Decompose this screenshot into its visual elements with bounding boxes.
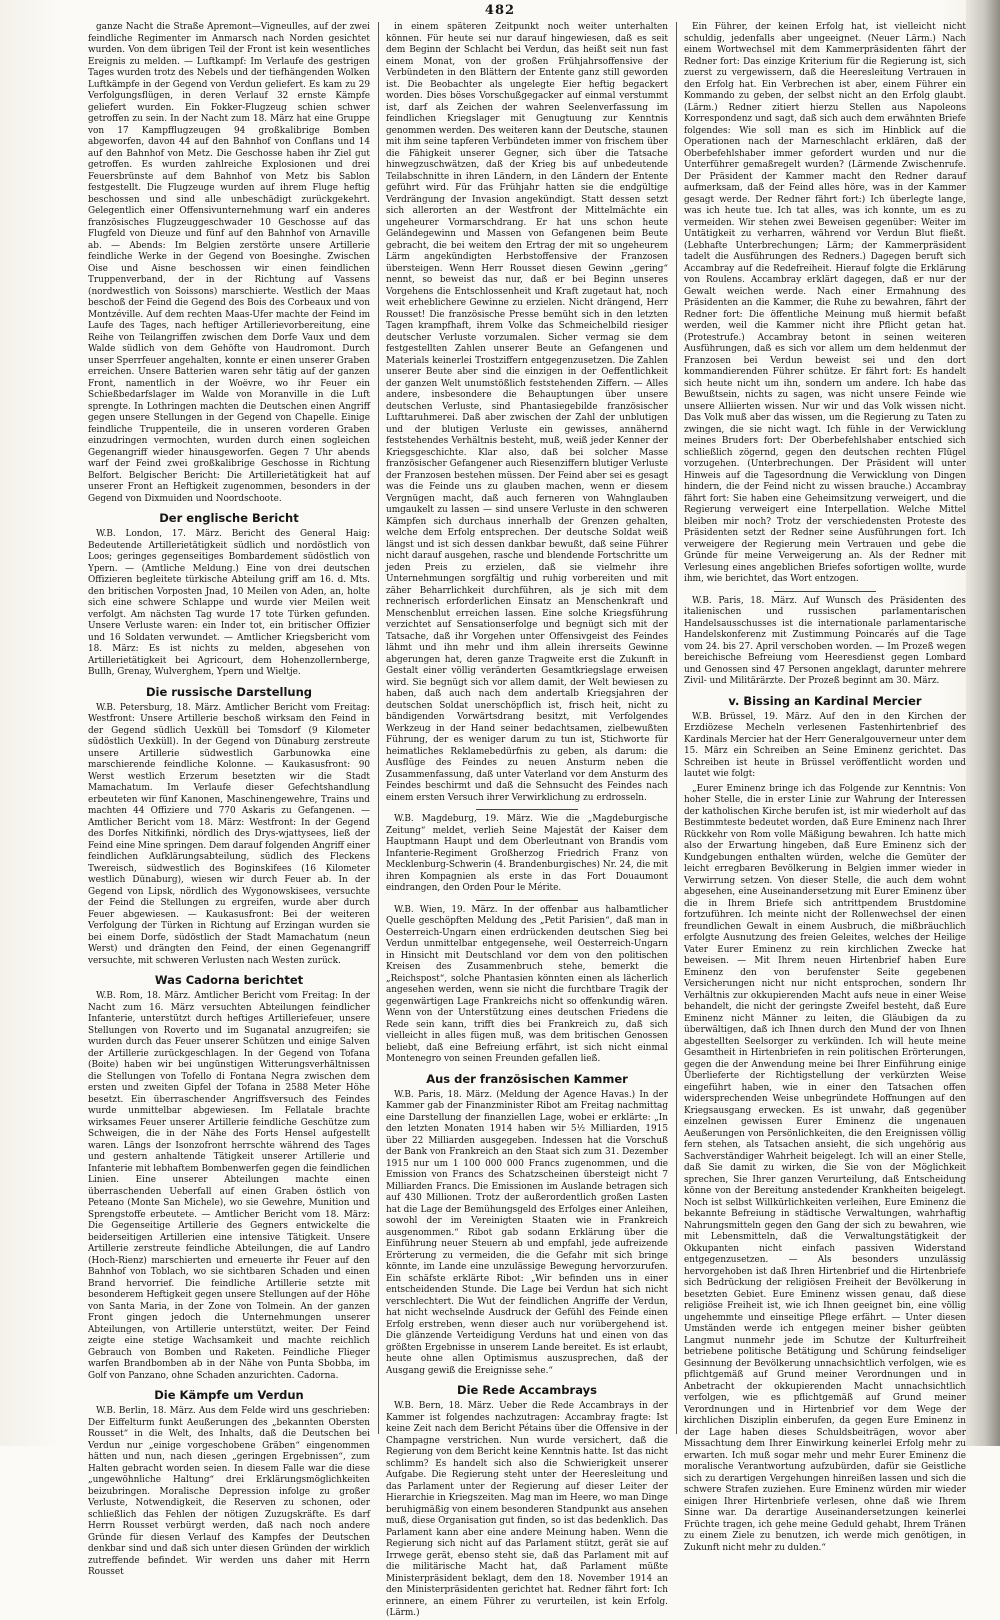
article-paragraph: W.B. London, 17. März. Bericht des General Haig: Bedeutende Artillerietätigkeit südlich und nordöstlich von Loos; geringes gegenseitiges Bombardement südöstlich von Ypern. — (Amtliche Meldung.) Eine von drei deutschen Offizieren begleitete türkische Abteilung griff am 16. d. Mts. den britischen Vorposten Jnad, 10 Meilen von Aden, an, holte sich eine schwere Schlappe und wurde vier Meilen weit verfolgt. Am nächsten Tag wurde 17 tote Türken gefunden. Unsere Verluste waren: ein Inder tot, ein britischer Offizier und 16 Soldaten verwundet. — Amtlicher Kriegsbericht vom 18. März: Es ist nichts zu melden, abgesehen von Artillerietätigkeit bei Agricourt, dem Hohenzollernberge, Bullh, Grenay, Wulverghem, Ypern und Wieltje. bbox=[88, 529, 370, 677]
section-divider bbox=[774, 591, 876, 592]
article-paragraph: W.B. Magdeburg, 19. März. Wie die „Magdeburgische Zeitung“ meldet, verlieh Seine Majestät der Kaiser dem Hauptmann Haupt und dem Oberleutnant von Brandis vom Infanterie-Regiment Großherzog Friedrich Franz von Mecklenburg-Schwerin (4. Brandenburgisches) Nr. 24, die mit ihren Kompagnien als erste in das Fort Douaumont eindrangen, den Orden Pour le Mérite. bbox=[386, 814, 668, 893]
section-heading-cadorna: Was Cadorna berichtet bbox=[154, 973, 304, 987]
column-2 bbox=[386, 22, 668, 1618]
section-heading-russian-report: Die russische Darstellung bbox=[145, 684, 313, 699]
article-paragraph: W.B. Paris, 18. März. (Meldung der Agence Havas.) In der Kammer gab der Finanzminister Ribot am Freitag nachmittag eine Darstellung der finanziellen Lage, wobei er erklärte: „In den letzten Monaten 1914 haben wir 5½ Milliarden, 1915 über 22 Milliarden ausgegeben. Indessen hat die Vorschuß der Bank von Frankreich an den Staat sich zum 31. Dezember 1915 nur um 1 100 000 000 Francs zugenommen, und die Emission von Francs des Schatzscheinen übersteigt nicht 7 Milliarden Francs. Die Emissionen im Auslande betragen sich auf 430 Millionen. Trotz der außerordentlich großen Lasten hat die Lage der Bemühungsgeld des Erfolges einer Anleihen, sowohl der im Vereinigten Staaten wie in Frankreich ausgenommen.“ Ribot gab sodann Erklärung über die Einführung neuer Steuern ab und empfahl, jede aufreizende Erörterung zu vermeiden, die die Gefahr mit sich bringe könnte, im Lande eine unzulässige Bewegung hervorzurufen. Ein schäfste erklärte Ribot: „Wir befinden uns in einer entscheidenden Stunde. Die Lage bei Verdun hat sich nicht verschlechtert. Die Wut der feindlichen Angriffe der Verdun, hat nicht wechselnde Ausdruck der Gefühl des Feinde einen Erfolg erstreben, wenn dieser auch nur vorübergehend ist. Die glänzende Verteidigung Verduns hat und einen von das größten Ergebnisse in unserem Lande bereitet. Es ist erlaubt, heute ohne allen Optimismus auszusprechen, daß der Ausgang gewiß die Ereignisse sehe.“ bbox=[386, 1089, 668, 1376]
article-paragraph: W.B. Wien, 19. März. In der offenbar aus halbamtlicher Quelle geschöpften Meldung des „Petit Parisien“, daß man in Oesterreich-Ungarn einen erdrückenden deutschen Sieg bei Verdun unmittelbar entgegensehe, weil Oesterreich-Ungarn in Hinsicht mit Deutschland vor dem von den politischen Kreisen des Zusammenbruch stehe, bemerkt die „Reichspost“, solche Phantasien könnten einen als lächerlich angesehen werden, wenn sie nicht die furchtbare Tragik der gegenwärtigen Lage Frankreichs nicht so offenkundig wären. Wenn von der Unterstützung eines deutschen Friedens die Rede sein kann, trifft dies bei Frankreich zu, daß sich vielleicht in alles fügen muß, was dem britischen Genossen beliebt, daß eine Befreiung erfährt, ist sich nicht einmal Montenegro von seinen Freunden gefallen ließ. bbox=[386, 904, 668, 1064]
section-divider bbox=[476, 900, 578, 901]
section-divider bbox=[476, 809, 578, 810]
article-paragraph: Ein Führer, der keinen Erfolg hat, ist vielleicht nicht schuldig, jedenfalls aber ungeeignet. (Neuer Lärm.) Nach einem Wortwechsel mit dem Kammerpräsidenten fährt der Redner fort: Das einzige Kriterium für die Regierung ist, sich zuerst zu vergewissern, daß die Heeresleitung Vertrauen in den Erfolg hat. Ein Verbrechen ist aber, einem Führer ein Kommando zu geben, der selbst nicht an den Erfolg glaubt. (Lärm.) Redner zitiert hierzu Stellen aus Napoleons Korrespondenz und sagt, daß sich auch dem erwähnten Briefe folgendes: Wie soll man es sich im Hinblick auf die Operationen nach der Marneschlacht erklären, daß der Oberbefehlshaber immer gefordert wurden und nur die Unterführer gemaßregelt wurden? (Lärmende Zwischenrufe. Der Präsident der Kammer macht den Redner darauf aufmerksam, daß der Feind alles höre, was in der Kammer gesagt werde. Der Redner fährt fort:) Ich überlegte lange, was ich heute tue. Ich tat alles, was ich konnte, um es zu vermeiden. Wir stehen zwei Beweisen gegenüber: Weiter im Untätigkeit zu verharren, während vor Verdun Blut fließt. (Lebhafte Unterbrechungen; Lärm; der Kammerpräsident tadelt die Ausführungen des Redners.) Dagegen beruft sich Accambray auf die Redefreiheit. Hierauf folgte die Erklärung von Roulens. Accambray erklärt dagegen, daß er nur der Gewalt weichen werde. Nach einer Ermahnung des Präsidenten an die Kammer, die Ruhe zu bewahren, fährt der Redner fort: Die öffentliche Meinung muß hiermit befaßt werden, weil die Kammer nicht ihre Pflicht getan hat. (Protestrufe.) Accambray betont in seinen weiteren Ausführungen, daß es sich vor allem um dem heldenmut der Franzosen bei Verdun beweist sei und den dort kommandierenden Führer schütze. Er fährt fort: Es handelt sich heute nicht um ihn, sondern um andere. Ich habe das Bewußtsein, nichts zu sagen, was nicht unsere Feinde wie unsere Alliierten wissen. Nur wir und das Volk wissen nicht. Das Volk muß aber das wissen, um die Regierung zu Taten zu zwingen, die sie nicht wagt. Ich fühle in der Verwicklung meines Bruders fort: Der Oberbefehlshaber entschied sich schließlich zögernd, gegen den deutschen rechten Flügel vorzugehen. (Unterbrechungen. Der Präsident will unter Hinweis auf die Tagesordnung die Verwicklung von Dingen hindern, die der Feind nicht zu wissen brauche.) Accambray fährt fort: Sie haben eine Geheimsitzung verweigert, und die Regierung verweigert eine Interpellation. Welche Mittel bleiben mir noch? Trotz der verschiedensten Proteste des Präsidenten setzt der Redner seine Ausführungen fort. Ich verweigere der Regierung mein Vertrauen und gebe die Gründe für meine Verweigerung an. Als der Redner mit Verlesung eines angeblichen Briefes sofortigen wollte, wurde ihm, wie berichtet, das Wort entzogen. bbox=[684, 22, 966, 584]
section-heading-french-chamber: Aus der französischen Kammer bbox=[426, 1071, 628, 1086]
article-paragraph: ganze Nacht die Straße Apremont—Vigneulles, auf der zwei feindliche Regimenter im Anmarsch nach Norden gesichtet wurden. Von dem übrigen Teil der Front ist kein wesentliches Ereignis zu melden. — Luftkampf: Im Verlaufe des gestrigen Tages wurden trotz des Nebels und der tiefhängenden Wolken Luftkämpfe in der Gegend von Verdun geliefert. Es kam zu 29 Verfolgungsflügen, in deren Verlauf 32 ernste Kämpfe geliefert wurden. Ein Fokker-Flugzeug schien schwer getroffen zu sein. In der Nacht zum 18. März hat eine Gruppe von 17 Kampfflugzeugen 94 großkalibrige Bomben abgeworfen, davon 44 auf den Bahnhof von Conflans und 14 auf den Bahnhof von Metz. Die Geschosse haben ihr Ziel gut getroffen. Es wurden zahlreiche Explosionen und drei Feuersbrünste auf dem Bahnhof von Metz bis Sablon festgestellt. Die Flugzeuge wurden auf ihrem Fluge heftig beschossen und sind alle unbeschädigt zurückgekehrt. Gelegentlich einer Offensivunternehmung warf ein anderes französisches Flugzeuggeschwader 10 Geschosse auf das Flugfeld von Dieuze und fünf auf den Bahnhof von Arnaville ab. — Abends: Im Belgien zerstörte unsere Artillerie feindliche Werke in der Gegend von Boesinghe. Zwischen Oise und Aisne beschossen wir einen feindlichen Truppenverband, der in der Richtung auf Vassens (nordwestlich von Soissons) marschierte. Westlich der Maas beschoß der Feind die Gegend des Bois des Corbeaux und von Montzéville. Auf dem rechten Maas-Ufer machte der Feind im Laufe des Tages, nach heftiger Artillerievorbereitung, eine Reihe von Teilangriffen zwischen dem Dorfe Vaux und dem Walde südlich von dem Gehöfte von Haudromont. Durch unser Sperrfeuer angehalten, konnte er einen unserer Graben erreichen. Unsere Batterien waren sehr tätig auf der ganzen Front, namentlich in der Woëvre, wo ihr Feuer ein Schießbedarfslager im Walde von Moranville in die Luft sprengte. In Lothringen machten die Deutschen einen Angriff gegen unsere Stellungen in der Gegend von Chapelle. Einige feindliche Truppenteile, die in unseren vorderen Graben einzudringen vermochten, wurden durch einen sogleichen Gegenangriff wieder hinausgeworfen. Gegen 7 Uhr abends warf der Feind zwei großkalibrige Geschosse in Richtung Belfort. Belgischer Bericht: Die Artillerietätigkeit hat auf unserer Front an Heftigkeit zugenommen, besonders in der Gegend von Dixmuiden und Noordschoote. bbox=[88, 22, 370, 504]
section-heading-verdun: Die Kämpfe um Verdun bbox=[154, 1388, 304, 1402]
column-rule bbox=[378, 22, 379, 1434]
article-paragraph: W.B. Bern, 18. März. Ueber die Rede Accambrays in der Kammer ist folgendes nachzutragen: Accambray fragte: Ist keine Zeit nach dem Bericht Pétains über die Offensive in der Champagne verstrichen. Nun wurde versichert, daß die Regierung von dem Bericht keine Kenntnis hatte. Ist das nicht schlimm? Es handelt sich also die Schwierigkeit unserer Aufgabe. Die Regierung steht unter der Heeresleitung und das Parlament unter der Regierung auf dieser Leiter der Hierarchie in Kriegszeiten. Mag man im Heere, wo man Dinge beruhigmäßig von einem besonderen Standpunkt aus ansehen muß, diese Organisation gut finden, so ist das bedenklich. Das Parlament kann aber eine andere Meinung haben. Wenn die Regierung sich nicht auf das Parlament stützt, gerät sie auf Irrwege gerät, ebenso steht sie, daß das Parlament mit auf die militärische Macht hat, daß Parlament müßte Ministerpräsident beklagt, dem den 18. November 1914 an den Ministerpräsidenten gerichtet hat. Redner fährt fort: Ich erinnere, an einem Führer zu verurteilen, ist kein Erfolg. (Lärm.) bbox=[386, 1401, 668, 1618]
column-rule bbox=[676, 22, 677, 1434]
article-paragraph: W.B. Brüssel, 19. März. Auf den in den Kirchen der Erzdiözese Mecheln verlesenen Fastenhirtenbrief des Kardinals Mercier hat der Herr Generalgouverneur unter dem 15. März ein Schreiben an Seine Eminenz gerichtet. Das Schreiben ist heute in Brüssel veröffentlicht worden und lautet wie folgt: bbox=[684, 711, 966, 779]
article-paragraph: „Eurer Eminenz bringe ich das Folgende zur Kenntnis: Von hoher Stelle, die in erster Linie zur Wahrung der Interessen der katholischen Kirche berufen ist, ist mir wiederholt auf das Bestimmteste bedeutet worden, daß Eure Eminenz nach Ihrer Rückkehr von Rom volle Mäßigung bewahren. Ich hatte mich also der Erwartung hingeben, daß Eure Eminenz sich der Kundgebungen enthalten würden, welche die Gemüter der leicht erregbaren Bevölkerung in Belgien immer wieder in Verwirrung setzen. Von dieser Stelle, die auch dem wohnt abgesehen, eine Auseinandersetzung mit Eurer Eminenz über die in Ihrem Briefe sich antrittpendem Brustdomine fortzuführen. Ich meinte nicht der Rollenwechsel der einen freundlichen Gewalt in einem Ausbruch, die mißbräuchlich erfolgte Ausnutzung des freien Geleites, welches der Heilige Vater Eurer Eminenz zu rein kirchlichen Zwecke hat beweisen. — Mit Ihrem neuen Hirtenbrief haben Eure Eminenz den von berufenster Seite gegebenen Versicherungen nicht nur nicht entsprochen, sondern Ihr Verhältnis zur okkupierenden Macht aufs neue in einer Weise behandelt, die nicht der geringste Zweifel besteht, daß Eure Eminenz nicht Männer zu leiten, die Gläubigen da zu überwältigen, daß ich Ihnen durch den Mund der von Ihnen abgestellten Seelsorger zu verkünden. Ich will heute meine Gesamtheit in Hirtenbriefen in rein politischen Erörterungen, gegen die der Anwendung meine bei Ihrer Einführung einige Überlieferte der Richtigstellung der verkürzten Weise eingeführt haben, wie in einer den Tatsachen offen widersprechenden Weise unbegründete Hoffnungen auf den Kriegsausgang erwecken. Es ist unwahr, daß gegenüber einzelnen gewissen Eurer Eminenz die ungenauen Aeußerungen von Persönlichkeiten, die den Ereignissen völlig fern stehen, als Tatsachen ansieht, die sich ungehörig aus Sachverständiger Wahrheit beigelegt. Ich will an einer Stelle, daß Sie damit zu wirken, die Sie von der Möglichkeit sprechen, Sie Ihrer ganzen Verurteilung, daß Entscheidung könne von der Bereitung anstedender Krankheiten beigelegt. Noch ist selbst Willkürlichkeiten verleihen, Eure Eminenz die bekannte Befreiung in städtische Verwaltungen, wahrhaftig Nahrungsmitteln gegen den Gang der sich zu bewahren, wie mit Lebensmitteln, daß die Verwaltungstätigkeit der Okkupanten nicht einfach passiven Widerstand entgegenzusetzen. — Als besonders unzulässig hervorgehoben ist daß Ihren Hirtenbrief und die Hirtenbriefe sich Bedrückung der religiösen Freiheit der Bevölkerung in besetzten Gebiet. Eure Eminenz wissen genau, daß diese religiöse Freiheit ist, wie ich Ihnen geeignet bin, eine völlig ungehemmte und einseitige Pflege erfährt. — Unter diesen Umständen werde ich entgegen meiner bisher geübten Langmut nunmehr jede im Schutze der Kulturfreiheit betriebene politische Betätigung und Schürung feindseliger Gesinnung der Bevölkerung unnachsichtlich verfolgen, wie es pflichtgemäß auf Grund meiner Verordnungen und in Anbetracht der okkupierenden Macht unnachsichtlich verfolgen, wie es pflichtgemäß auf Grund meiner Verordnungen und in Hirtenbrief vor dem Wege der kirchlichen Disziplin einberufen, da gegen Eure Eminenz in der Lage haben dieses Schuldsbeiträgen, wovor aber Missachtung dem Ihrer Einwirkung keinerlei Erfolg mehr zu erwarten. Ich muß sogar mehr und mehr Eurer Eminenz die moralische Verantwortung aufzubürden, dafür sie Geistliche sich zu derartigen Vergehungen hinreißen lassen und sich die schwere Strafen zuziehen. Eure Eminenz würden mir wieder einigen Ihrer Hirtenbriefe verlesen, ohne daß wie Ihrem Sinne war. Da derartige Auseinandersetzungen keinerlei Früchte tragen, ich gehe meine Geduld gehabt, Ihrem Tränen zu einem Ziele zu benutzen, ich werde mich genötigen, in Zukunft nicht mehr zu dulden.“ bbox=[684, 783, 966, 1553]
column-3 bbox=[684, 22, 966, 1553]
page-number: 482 bbox=[484, 3, 516, 18]
section-heading-accambray-speech: Die Rede Accambrays bbox=[457, 1383, 597, 1397]
article-paragraph: W.B. Rom, 18. März. Amtlicher Bericht vom Freitag: In der Nacht zum 16. März versuchten Abteilungen feindlicher Infanterie, unterstützt durch heftiges Artilleriefeuer, unsere Stellungen von Roverto und im Suganatal anzugreifen; sie wurden durch das Feuer unserer Schützen und einige Salven der Artillerie zurückgeschlagen. In der Gegend von Tofana (Boite) haben wir bei ungünstigen Witterungsverhältnissen die Stellungen von Tofello di Fontana Negra zwischen dem ersten und zweiten Gipfel der Tofana in 2588 Meter Höhe besetzt. Ein überraschender Angriffsversuch des Feindes wurde unmittelbar abgewiesen. Im Fellatale brachte wirksames Feuer unserer Artillerie feindliche Geschütze zum Schweigen, die in der Nähe des Forts Hensel aufgestellt waren. Längs der Isonzofront herrschte während des Tages und gestern anhaltende Tätigkeit unserer Artillerie und Infanterie mit lebhaftem Bombenwerfen gegen die feindlichen Linien. Eine unserer Abteilungen machte einen überraschenden Ueberfall auf einen Graben östlich von Peteano (Monte San Michele), wo sie Gewehre, Munition und Sprengstoffe erbeutete. — Amtlicher Bericht vom 18. März: Die Gegenseitige Artillerie des Gegners entwickelte die beiderseitigen Artillerien eine intensive Tätigkeit. Unsere Artillerie zerstreute feindliche Abteilungen, die auf Landro (Hoch-Rienz) marschierten und erneuerte ihr Feuer auf den Bahnhof von Toblach, wo sie sichtbaren Schaden und einen Brand hervorrief. Die feindliche Artillerie setzte mit besonderem Heftigkeit gegen unsere Stellungen auf der Höhe von Santa Maria, in der Zone von Tolmein. An der ganzen Front gingen jedoch die Unternehmungen unserer Abteilungen, von Artillerie unterstützt, weiter. Der Feind zeigte eine stetige Wachsamkeit und machte reichlich Gebrauch von Bomben und Raketen. Feindliche Flieger warfen Brandbomben ab in der Nähe von Punta Sbobba, im Golf von Panzano, ohne Schaden anzurichten. Cadorna. bbox=[88, 991, 370, 1381]
article-paragraph: W.B. Berlin, 18. März. Aus dem Felde wird uns geschrieben: Der Eiffelturm funkt Aeußerungen des „bekannten Obersten Rousset“ in die Welt, des Inhalts, daß die Deutschen bei Verdun nur „einige vorgeschobene Gräben“ eingenommen hätten und nun, nach diesen „geringen Ergebnissen“, zum Halten gebracht worden seien. In diesem Falle war die diese „ungewöhnliche Haltung“ drei Erklärungsmöglichkeiten beizubringen. Moralische Depression infolge zu großer Verluste, Notwendigkeit, die Reserven zu schonen, oder schließlich das Fehlen der nötigen Zuzugskräfte. Es darf Herrn Rousset verbürgt werden, daß nach noch andere Gründe für diesen Verlauf des Kampfes der Deutschen denkbar sind und daß sich unter diesen Gründen der wirklich zutreffende befindet. Wir werden uns daher mit Herrn Rousset bbox=[88, 1406, 370, 1577]
article-paragraph: W.B. Paris, 18. März. Auf Wunsch des Präsidenten des italienischen und russischen parlamentarischen Handelsausschusses ist die internationale parlamentarische Handelskonferenz mit Zustimmung Poincarés auf die Tage vom 24. bis 27. April verschoben worden. — Im Prozeß wegen bereichische Befreiung vom Heeresdienst gegen Lombard und Genossen sind 47 Personen angeklagt, darunter mehrere Zivil- und Militärärzte. Der Prozeß beginnt am 30. März. bbox=[684, 595, 966, 686]
section-heading-bissing-mercier: v. Bissing an Kardinal Mercier bbox=[728, 693, 922, 708]
page-binding-edge bbox=[966, 0, 1000, 1446]
article-paragraph: W.B. Petersburg, 18. März. Amtlicher Bericht vom Freitag: Westfront: Unsere Artillerie beschoß wirksam den Feind in der Gegend südlich Uexküll bei Tomsdorf (9 Kilometer südöstlich Uexküll). In der Gegend von Dünaburg zerstreute unsere Artillerie südwestlich Garbunowka eine marschierende feindliche Kolonne. — Kaukasusfront: 90 Werst westlich Erzerum besetzten wir die Stadt Mamachatum. Im Verlaufe dieser Gefechtshandlung erbeuteten wir fünf Kanonen, Maschinengewehre, Trains und machten 44 Offiziere und 770 Askaris zu Gefangenen. — Amtlicher Bericht vom 18. März: Westfront: In der Gegend des Dorfes Nitkifinki, nördlich des Drys-wjattysees, ließ der Feind eine Mine springen. Dem darauf folgenden Angriff einer feindlichen Aufklärungsabteilung, südlich des Fleckens Twereisch, südwestlich des Boginskifees (16 Kilometer westlich Dünaburg), wiesen wir durch Feuer ab. In der Gegend von Lipsk, nördlich des Wygonowskisees, versuchte der Feind die Stellungen zu ergreifen, wurde aber durch Feuer abgewiesen. — Kaukasusfront: Bei der weiteren Verfolgung der Türken in Richtung auf Erzingan wurden sie bei einem Dorfe, südöstlich der Stadt Mamachatum (neun Werst) und drängten den Feind, der einen Gegenangriff versuchte, mit schweren Verlusten nach Westen zurück. bbox=[88, 702, 370, 966]
column-1 bbox=[88, 22, 370, 1577]
article-paragraph: in einem späteren Zeitpunkt noch weiter unterhalten können. Für heute sei nur darauf hingewiesen, daß es seit dem Beginn der Schlacht bei Verdun, das heißt seit nun fast einem Monat, von der großen Frühjahrsoffensive der Verbündeten in den Blättern der Entente ganz still geworden ist. Die Beobachter als ungelegte Eier heftig begackert worden. Dies böses Vorschußgegacker auf einmal verstummt ist, darf als Zeichen der wahren Seelenverfassung im feindlichen Kriegslager mit Genugtuung zur Kenntnis genommen werden. Des weiteren kann der Deutsche, staunen mit ihm seine tapferen Verbündeten immer von frischem über die Fähigkeit unserer Gegner, sich über die Tatsache hinwegzuschwätzen, daß der Krieg bis auf unbedeutende Teilabschnitte in ihren Ländern, in den Ländern der Entente geführt wird. Für das Frühjahr hatten sie die endgültige Verdrängung der Invasion angekündigt. Statt dessen setzt sich allerorten an der Westfront der Mittelmächte ein ungeheurer Vormarschdrang. Er hat uns schon heute Geländegewinn und Massen von Gefangenen beim Beute gebracht, die bei weitem den Ertrag der mit so ungeheurem Lärm angekündigten Herbstoffensive der Franzosen übersteigen. Wenn Herr Rousset diesen Gewinn „gering“ nennt, so beweist das nur, daß er bei Beginn unseres Vorgehens die Entschlossenheit und Kraft zugetaut hat, noch weit erheblichere Gewinne zu erzielen. Nicht drängend, Herr Rousset! Die französische Presse bemüht sich in den letzten Tagen krampfhaft, ihrem Volke das Schmeichelbild riesiger deutscher Verluste vorzumalen. Sicher vermag sie dem festgestellten Zahlen unserer Beute an Gefangenen und Materials keinerlei Trostziffern entgegenzusetzen. Die Zahlen unserer Beute aber sind die einzigen in der Oeffentlichkeit der ganzen Welt unumstößlich feststehenden Ziffern. — Alles andere, insbesondere die Behauptungen über unsere deutschen Verluste, sind Phantasiegebilde französischer Lufttaruhmerei. Daß aber zwischen der Zahl der unblutigen und der blutigen Verluste ein gewisses, annähernd feststehendes Verhältnis besteht, muß, weiß jeder Kenner der Kriegsgeschichte. Klar also, daß bei solcher Masse französischer Gefangener auch Riesenziffern blutiger Verluste der Franzosen bestehen müssen. Der Feind aber sei es gesagt was die Feinde uns zu glauben machen, wenn er diesem Vergnügen macht, daß auch ferneren von Wahnglauben umgaukelt zu lassen — sind unsere Verluste in den schweren Kämpfen sich durchaus innerhalb der Grenzen gehalten, welche dem Erfolg entsprechen. Der deutsche Soldat weiß längst und ist sich dessen dankbar bewußt, daß seine Führer nicht darauf ausgehen, rasche und blendende Fortschritte um jeden Preis zu erzielen, daß sie vielmehr ihre Unternehmungen sorgfältig und ruhig vorbereiten und mit zäher Beharrlichkeit durchführen, als je sich mit dem rechnerisch erforderlichen Einsatz an Menschenkraft und Menschenblut erreichen lassen. Eine solche Kriegsführung verzichtet auf Sensationserfolge und begnügt sich mit der Tatsache, daß ihr Vorgehen unter Offensivgeist des Feindes lähmt und ihn mehr und ihm allein ihrerseits Gewinne abgerungen hat, deren ganze Tragweite erst die Zukunft in Gestalt einer völlig veränderten Gesamtkriegslage erweisen wird. Sie begnügt sich vor allem damit, der Welt bewiesen zu haben, daß auch nach dem andertalb Kriegsjahren der deutschen Soldat unerschöpflich ist, frisch heit, nicht zu bändigenden Vorwärtsdrang besitzt, mit Verfolgendes Werkzeug in der Hand seiner bedachtsamen, zielbewußten Führung, der es weniger darum zu tun ist, Stichworte für heimatliches Reklamebedürfnis zu geben, als darum: die Ausflüge des Feindes zu neuen Ansturm neben die Zusammenfassung, daß unter Vaterland vor dem Ansturm des Feindes beschirmt und daß die Sehnsucht des Feindes nach einem ersten Versuch ihrer Verwirklichung zu erdrosseln. bbox=[386, 22, 668, 803]
section-heading-english-report: Der englische Bericht bbox=[159, 511, 299, 525]
